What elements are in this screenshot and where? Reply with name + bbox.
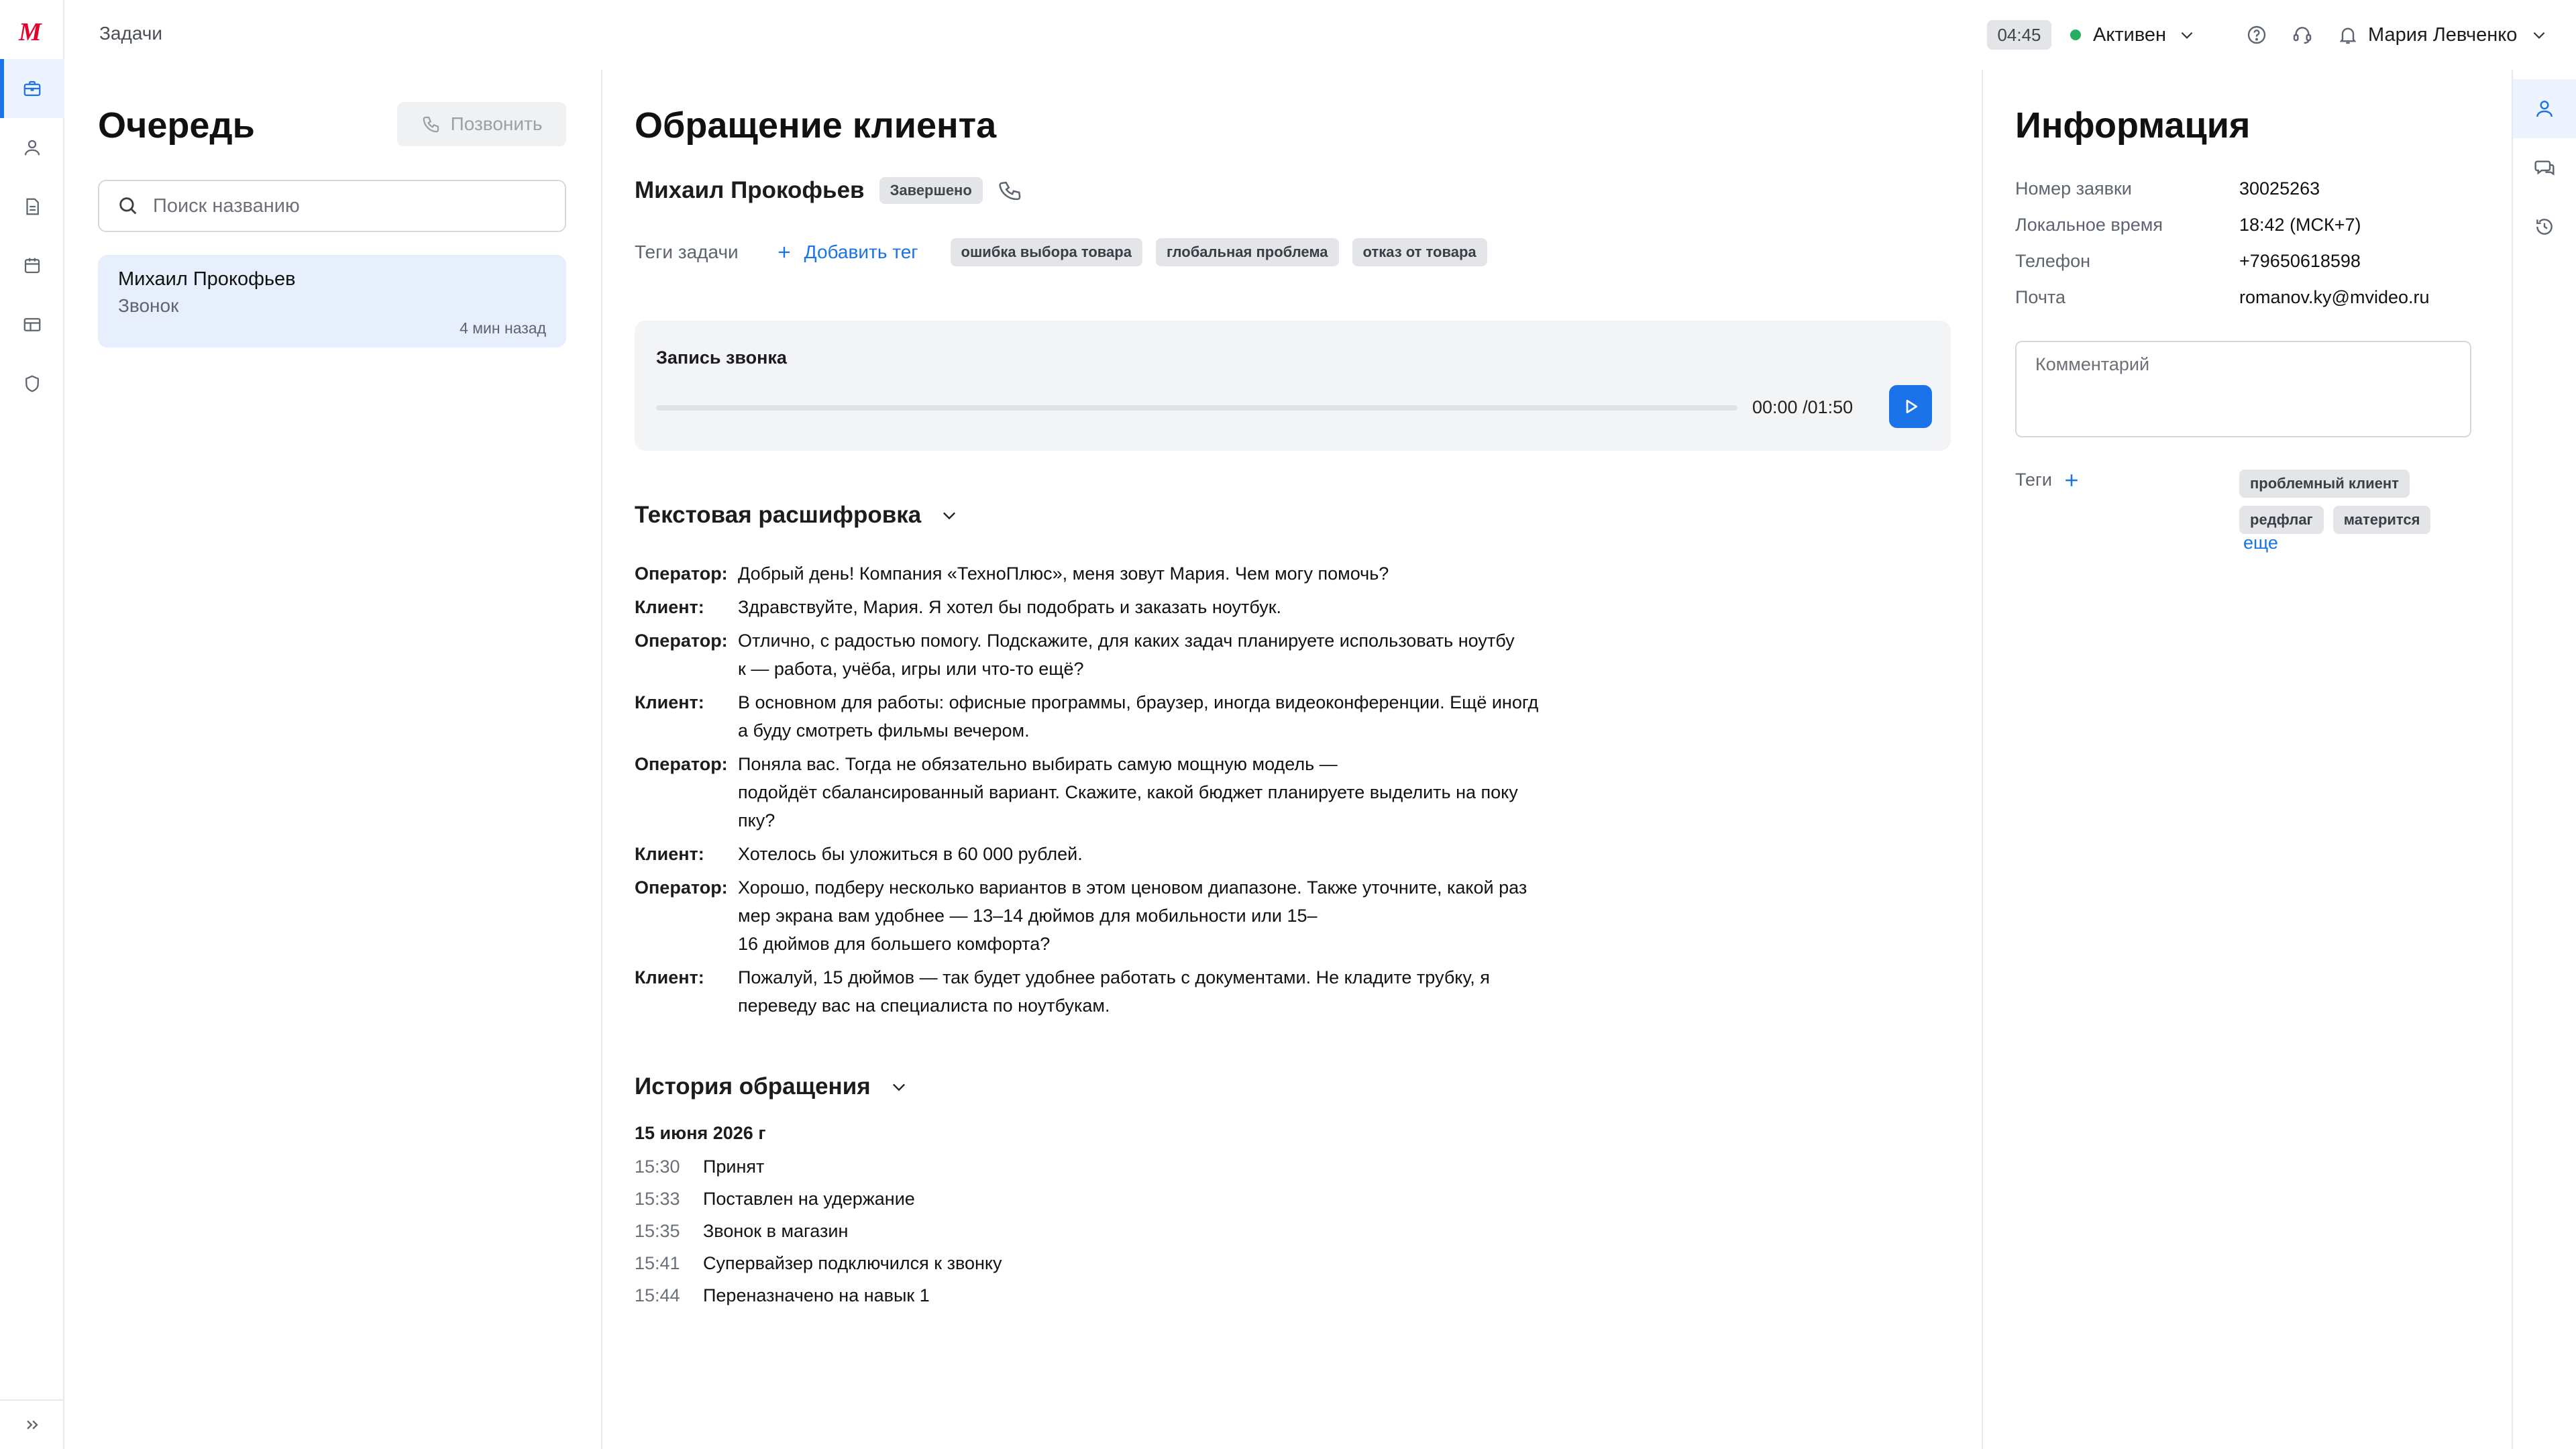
info-field-email [2015, 287, 2430, 308]
utterance-text: Здравствуйте, Мария. Я хотел бы подобрать и заказать ноутбук. [738, 597, 1282, 617]
left-nav-rail [0, 0, 64, 1449]
recording-title: Запись звонка [656, 347, 787, 368]
add-tag-button[interactable] [775, 241, 918, 263]
speaker-label: Клиент: [635, 967, 704, 987]
search-icon [117, 195, 140, 217]
info-label: Номер заявки [2015, 178, 2132, 199]
more-tags-link[interactable]: еще [2243, 533, 2278, 553]
nav-item-tasks[interactable] [0, 59, 64, 118]
user-name: Мария Левченко [2368, 23, 2518, 46]
speaker-label: Оператор: [635, 877, 728, 898]
client-info-tab[interactable] [2513, 79, 2576, 138]
speaker-label: Клиент: [635, 692, 704, 712]
transcript-line [635, 750, 1587, 835]
history-entry [635, 1150, 1002, 1183]
comment-field[interactable] [2015, 341, 2471, 437]
utterance-text: Хотелось бы уложиться в 60 000 рублей. [738, 844, 1083, 864]
queue-item-name: Михаил Прокофьев [118, 268, 296, 290]
queue-item-type: Звонок [118, 295, 179, 316]
call-button[interactable] [397, 102, 566, 146]
transcript-line [635, 627, 1587, 683]
status-dropdown[interactable] [2070, 17, 2196, 52]
history-event: Принят [703, 1156, 765, 1177]
request-history [635, 1123, 1002, 1311]
info-label: Почта [2015, 287, 2065, 307]
chat-tab[interactable] [2513, 138, 2576, 197]
briefcase-icon [22, 78, 42, 99]
transcript-toggle[interactable] [635, 502, 959, 529]
transcript [635, 559, 1587, 1025]
client-tags-label: Теги [2015, 470, 2052, 490]
request-title: Обращение клиента [635, 105, 997, 146]
history-event: Звонок в магазин [703, 1220, 849, 1241]
speaker-label: Оператор: [635, 564, 728, 584]
play-button[interactable] [1889, 385, 1932, 428]
user-icon [2534, 98, 2555, 119]
calendar-icon [22, 256, 42, 276]
info-field-phone [2015, 251, 2361, 272]
queue-title: Очередь [98, 105, 255, 146]
transcript-line [635, 840, 1587, 868]
utterance-text: Хорошо, подберу несколько вариантов в этом ценовом диапазоне. Также уточните, какой раз мер экрана вам удобнее — 13–14 дюймов для мобильности или 15– 16 дюймов для большего комфорта? [738, 877, 1527, 954]
info-value: romanov.ky@mvideo.ru [2239, 287, 2430, 307]
utterance-text: В основном для работы: офисные программы, браузер, иногда видеоконференции. Ещё иногд а буду смотреть фильмы вечером. [738, 692, 1539, 741]
search-input[interactable] [153, 195, 529, 217]
brand-logo[interactable] [0, 12, 64, 52]
request-panel [602, 70, 1983, 1449]
user-icon [22, 138, 42, 158]
table-icon [22, 315, 42, 335]
task-tags-row [635, 237, 1501, 267]
nav-item-clients[interactable] [0, 118, 64, 177]
status-dot-icon [2070, 30, 2081, 40]
transcript-line [635, 873, 1587, 958]
history-event: Переназначено на навык 1 [703, 1285, 930, 1305]
history-time: 15:30 [635, 1156, 680, 1177]
transcript-line [635, 593, 1587, 621]
svg-text:М: М [19, 20, 42, 44]
user-menu[interactable] [2368, 17, 2548, 52]
task-tag[interactable]: ошибка выбора товара [951, 238, 1142, 266]
transcript-line [635, 688, 1587, 745]
nav-item-documents[interactable] [0, 177, 64, 236]
status-badge: Завершено [879, 177, 983, 204]
history-event: Супервайзер подключился к звонку [703, 1252, 1002, 1273]
client-header [635, 177, 1023, 204]
history-entry [635, 1183, 1002, 1215]
add-tag-label: Добавить тег [804, 241, 918, 262]
transcript-line [635, 559, 1587, 588]
history-time: 15:44 [635, 1285, 680, 1305]
utterance-text: Добрый день! Компания «ТехноПлюс», меня зовут Мария. Чем могу помочь? [738, 564, 1389, 584]
queue-item[interactable] [98, 255, 566, 347]
utterance-text: Пожалуй, 15 дюймов — так будет удобнее работать с документами. Не кладите трубку, я переведу вас на специалиста по ноутбукам. [738, 967, 1490, 1016]
info-title: Информация [2015, 105, 2251, 146]
chevron-down-icon [890, 1077, 908, 1096]
info-value: 30025263 [2239, 178, 2320, 199]
right-icon-rail [2513, 70, 2576, 1449]
queue-search [98, 180, 566, 232]
help-icon [2246, 24, 2267, 46]
recording-time: 00:00 /01:50 [1752, 397, 1854, 417]
task-tags-label: Теги задачи [635, 241, 739, 262]
utterance-text: Отлично, с радостью помогу. Подскажите, для каких задач планируете использовать ноутбу к — работа, учёба, игры или что-то ещё? [738, 631, 1515, 679]
section-title: Задачи [99, 23, 163, 44]
call-button-label: Позвонить [450, 113, 543, 134]
add-client-tag-icon[interactable] [2061, 470, 2082, 490]
document-icon [22, 197, 42, 217]
info-label: Локальное время [2015, 215, 2163, 235]
top-bar [64, 0, 2576, 70]
session-timer: 04:45 [1987, 20, 2051, 50]
chevron-down-icon [940, 506, 959, 525]
info-value: +79650618598 [2239, 251, 2361, 271]
info-label: Телефон [2015, 251, 2091, 271]
history-tab[interactable] [2513, 197, 2576, 256]
queue-item-time: 4 мин назад [460, 319, 546, 337]
history-entry [635, 1247, 1002, 1279]
history-entry [635, 1279, 1002, 1311]
task-tag[interactable]: глобальная проблема [1156, 238, 1339, 266]
headset-icon [2292, 24, 2313, 46]
task-tag[interactable]: отказ от товара [1352, 238, 1487, 266]
utterance-text: Поняла вас. Тогда не обязательно выбирать самую мощную модель — подойдёт сбалансированный вариант. Скажите, какой бюджет планируете выделить на поку пку? [738, 754, 1518, 830]
client-tag[interactable]: матерится [2333, 506, 2431, 534]
phone-icon [421, 114, 441, 134]
status-label: Активен [2093, 23, 2167, 46]
client-tags [2239, 470, 2467, 534]
client-tag[interactable]: редфлаг [2239, 506, 2324, 534]
brand-logo-icon [16, 20, 48, 44]
history-date: 15 июня 2026 г [635, 1123, 766, 1143]
client-name: Михаил Прокофьев [635, 177, 865, 203]
client-tag[interactable]: проблемный клиент [2239, 470, 2410, 498]
info-field-request-number [2015, 178, 2320, 199]
recording-progress-bar[interactable] [656, 405, 1737, 411]
transcript-line [635, 963, 1587, 1020]
nav-item-calendar[interactable] [0, 236, 64, 295]
speaker-label: Клиент: [635, 597, 704, 617]
chevron-down-icon [2178, 26, 2196, 44]
info-field-local-time [2015, 215, 2361, 235]
info-panel [1983, 70, 2513, 1449]
history-icon [2534, 216, 2555, 237]
transcript-title: Текстовая расшифровка [635, 502, 922, 528]
history-entry [635, 1215, 1002, 1247]
history-time: 15:33 [635, 1188, 680, 1209]
notifications-button[interactable] [2333, 20, 2363, 50]
support-button[interactable] [2288, 20, 2317, 50]
call-recording-player [635, 321, 1951, 451]
info-value: 18:42 (МСК+7) [2239, 215, 2361, 235]
shield-icon [22, 374, 42, 394]
history-event: Поставлен на удержание [703, 1188, 915, 1209]
history-toggle[interactable] [635, 1073, 908, 1100]
history-time: 15:41 [635, 1252, 680, 1273]
queue-panel [64, 70, 602, 1449]
speaker-label: Оператор: [635, 754, 728, 774]
history-time: 15:35 [635, 1220, 680, 1241]
nav-item-security[interactable] [0, 354, 64, 413]
chat-icon [2534, 157, 2555, 178]
phone-call-icon[interactable] [998, 178, 1023, 203]
help-button[interactable] [2242, 20, 2271, 50]
plus-icon [775, 243, 794, 262]
nav-item-tables[interactable] [0, 295, 64, 354]
client-tags-header [2015, 470, 2082, 490]
chevron-down-icon [2530, 26, 2548, 44]
history-title: История обращения [635, 1073, 871, 1099]
double-chevron-right-icon [23, 1415, 42, 1434]
play-icon [1900, 396, 1921, 417]
bell-icon [2337, 24, 2359, 46]
speaker-label: Оператор: [635, 631, 728, 651]
speaker-label: Клиент: [635, 844, 704, 864]
expand-sidebar-button[interactable] [0, 1399, 64, 1449]
